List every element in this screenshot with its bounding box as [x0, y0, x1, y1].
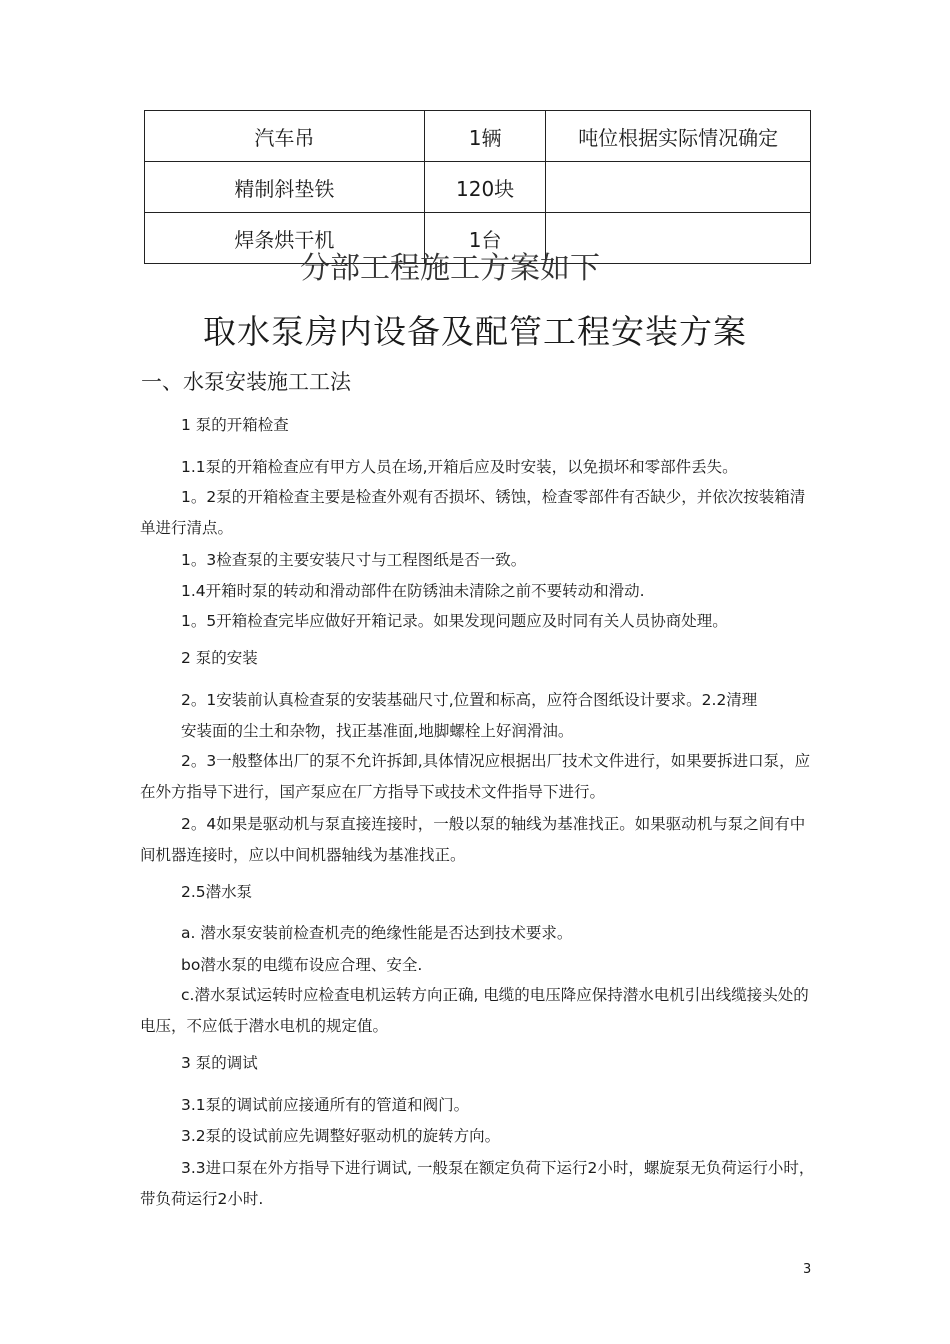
paragraph: 安装面的尘土和杂物，找正基准面,地脚螺栓上好润滑油。: [181, 722, 574, 740]
list-item: c.潜水泵试运转时应检查电机运转方向正确, 电缆的电压降应保持潜水电机引出线缆接头处的电压，不应低于潜水电机的规定值。: [140, 986, 809, 1035]
clipped-heading-label: 分部工程施工方案如下: [300, 251, 600, 286]
list-item: a. 潜水泵安装前检查机壳的绝缘性能是否达到技术要求。: [181, 924, 573, 942]
paragraph: 1。3检查泵的主要安装尺寸与工程图纸是否一致。: [181, 551, 527, 569]
paragraph: 1。5开箱检查完毕应做好开箱记录。如果发现问题应及时同有关人员协商处理。: [181, 612, 728, 630]
paragraph: 1.4开箱时泵的转动和滑动部件在防锈油未清除之前不要转动和滑动.: [181, 582, 645, 600]
paragraph: 1。2泵的开箱检查主要是检查外观有否损坏、锈蚀，检查零部件有否缺少，并依次按装箱清单进行清点。: [140, 488, 806, 537]
subsection-heading: 1 泵的开箱检查: [181, 416, 289, 434]
table-cell: 精制斜垫铁: [145, 162, 425, 213]
paragraph: 3.1泵的调试前应接通所有的管道和阀门。: [181, 1096, 470, 1114]
subsection-heading: 2.5潜水泵: [181, 883, 253, 901]
table-cell: 吨位根据实际情况确定: [546, 111, 811, 162]
clipped-heading-text: [300, 251, 700, 286]
paragraph: 3.3进口泵在外方指导下进行调试, 一般泵在额定负荷下运行2小时，螺旋泵无负荷运行小时，带负荷运行2小时.: [140, 1159, 815, 1208]
table-row: [145, 111, 811, 162]
table-cell: [546, 162, 811, 213]
equipment-table: [144, 110, 811, 264]
paragraph: 2。3一般整体出厂的泵不允许拆卸,具体情况应根据出厂技术文件进行，如果要拆进口泵，应在外方指导下进行，国产泵应在厂方指导下或技术文件指导下进行。: [140, 752, 811, 801]
table-cell: 1台: [424, 213, 546, 264]
list-item: bo潜水泵的电缆布设应合理、安全.: [181, 956, 423, 974]
table-cell: 焊条烘干机: [145, 213, 425, 264]
section-heading: 一、水泵安装施工工法: [141, 370, 351, 394]
table-row: [145, 162, 811, 213]
paragraph: 3.2泵的设试前应先调整好驱动机的旋转方向。: [181, 1127, 501, 1145]
paragraph: 2。4如果是驱动机与泵直接连接时，一般以泵的轴线为基准找正。如果驱动机与泵之间有中间机器连接时，应以中间机器轴线为基准找正。: [140, 815, 806, 864]
subsection-heading: 2 泵的安装: [181, 649, 258, 667]
table-cell: 1辆: [424, 111, 546, 162]
document-title: 取水泵房内设备及配管工程安装方案: [203, 312, 747, 351]
table-cell: 汽车吊: [145, 111, 425, 162]
table-cell: 120块: [424, 162, 546, 213]
paragraph: 2。1安装前认真检查泵的安装基础尺寸,位置和标高，应符合图纸设计要求。2.2清理: [181, 691, 758, 709]
subsection-heading: 3 泵的调试: [181, 1054, 258, 1072]
paragraph: 1.1泵的开箱检查应有甲方人员在场,开箱后应及时安装，以免损坏和零部件丢失。: [181, 458, 738, 476]
page-number: 3: [803, 1262, 812, 1277]
